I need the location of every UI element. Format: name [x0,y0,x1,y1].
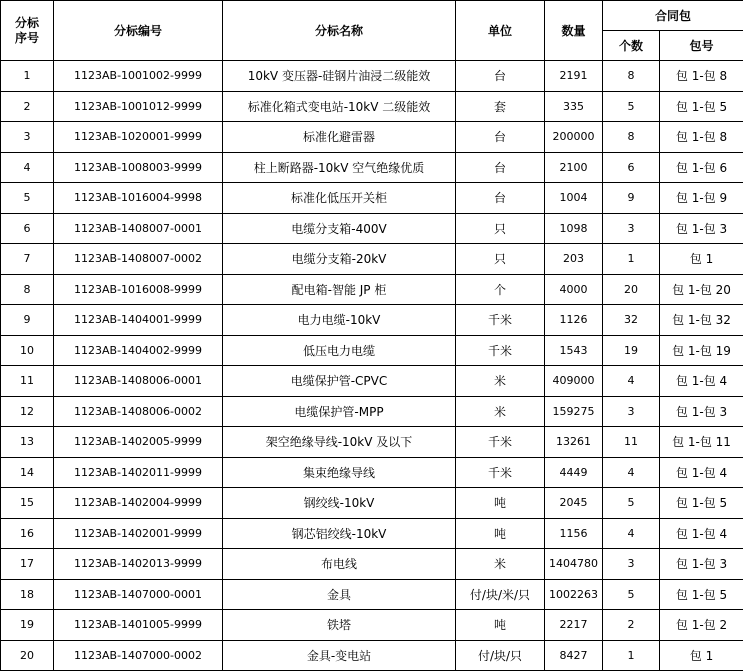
table-row [1,610,743,641]
row-unit: 只 [456,213,545,244]
row-seq: 2 [1,91,54,122]
row-unit: 付/块/只 [456,640,545,671]
table-row [1,457,743,488]
table-row [1,549,743,580]
row-seq: 19 [1,610,54,641]
row-code: 1123AB-1001012-9999 [54,91,223,122]
row-code: 1123AB-1407000-0001 [54,579,223,610]
row-name: 电缆保护管-MPP [223,396,456,427]
row-qty: 1004 [545,183,603,214]
row-code: 1123AB-1404001-9999 [54,305,223,336]
row-unit: 套 [456,91,545,122]
row-code: 1123AB-1402011-9999 [54,457,223,488]
row-count: 32 [603,305,660,336]
row-name: 电力电缆-10kV [223,305,456,336]
header-seq [1,1,54,61]
table-row [1,518,743,549]
header-name: 分标名称 [223,1,456,61]
row-qty: 4000 [545,274,603,305]
row-name: 金具-变电站 [223,640,456,671]
table-row [1,335,743,366]
table-row [1,640,743,671]
row-seq: 7 [1,244,54,275]
row-pkg: 包 1-包 8 [660,61,743,92]
row-pkg: 包 1-包 5 [660,488,743,519]
row-count: 4 [603,366,660,397]
row-unit: 千米 [456,427,545,458]
row-code: 1123AB-1020001-9999 [54,122,223,153]
row-seq: 14 [1,457,54,488]
row-count: 3 [603,396,660,427]
row-seq: 9 [1,305,54,336]
row-unit: 台 [456,183,545,214]
row-seq: 1 [1,61,54,92]
row-count: 8 [603,61,660,92]
row-qty: 1098 [545,213,603,244]
row-code: 1123AB-1408007-0001 [54,213,223,244]
row-unit: 台 [456,122,545,153]
row-seq: 10 [1,335,54,366]
row-pkg: 包 1 [660,640,743,671]
row-code: 1123AB-1402005-9999 [54,427,223,458]
header-qty: 数量 [545,1,603,61]
row-pkg: 包 1-包 3 [660,549,743,580]
row-seq: 6 [1,213,54,244]
header-pkg: 包号 [660,31,743,61]
header-contract: 合同包 [603,1,743,31]
row-seq: 12 [1,396,54,427]
table-row [1,61,743,92]
row-name: 电缆分支箱-20kV [223,244,456,275]
row-unit: 千米 [456,335,545,366]
row-seq: 16 [1,518,54,549]
row-seq: 13 [1,427,54,458]
row-name: 钢芯铝绞线-10kV [223,518,456,549]
table-row [1,366,743,397]
row-pkg: 包 1-包 5 [660,579,743,610]
row-unit: 台 [456,152,545,183]
row-pkg: 包 1-包 5 [660,91,743,122]
table-row [1,579,743,610]
row-pkg: 包 1 [660,244,743,275]
row-unit: 台 [456,61,545,92]
row-name: 标准化箱式变电站-10kV 二级能效 [223,91,456,122]
row-seq: 5 [1,183,54,214]
row-name: 配电箱-智能 JP 柜 [223,274,456,305]
row-qty: 2045 [545,488,603,519]
row-qty: 1126 [545,305,603,336]
row-qty: 200000 [545,122,603,153]
row-name: 布电线 [223,549,456,580]
row-name: 集束绝缘导线 [223,457,456,488]
row-qty: 1156 [545,518,603,549]
table-row [1,122,743,153]
row-name: 标准化避雷器 [223,122,456,153]
row-count: 3 [603,213,660,244]
row-unit: 米 [456,396,545,427]
row-seq: 18 [1,579,54,610]
row-count: 9 [603,183,660,214]
row-unit: 只 [456,244,545,275]
row-count: 8 [603,122,660,153]
row-qty: 2217 [545,610,603,641]
table-row [1,244,743,275]
row-seq: 20 [1,640,54,671]
header-seq-line1: 分标 [14,15,39,30]
row-pkg: 包 1-包 6 [660,152,743,183]
row-name: 电缆分支箱-400V [223,213,456,244]
row-qty: 1543 [545,335,603,366]
row-seq: 8 [1,274,54,305]
row-name: 柱上断路器-10kV 空气绝缘优质 [223,152,456,183]
row-count: 3 [603,549,660,580]
table-row [1,305,743,336]
header-unit: 单位 [456,1,545,61]
row-count: 5 [603,579,660,610]
row-unit: 米 [456,549,545,580]
row-code: 1123AB-1408006-0001 [54,366,223,397]
row-pkg: 包 1-包 2 [660,610,743,641]
row-code: 1123AB-1402001-9999 [54,518,223,549]
row-pkg: 包 1-包 9 [660,183,743,214]
row-code: 1123AB-1404002-9999 [54,335,223,366]
row-qty: 203 [545,244,603,275]
row-unit: 付/块/米/只 [456,579,545,610]
row-code: 1123AB-1407000-0002 [54,640,223,671]
table-row [1,396,743,427]
row-seq: 4 [1,152,54,183]
row-code: 1123AB-1008003-9999 [54,152,223,183]
row-count: 1 [603,244,660,275]
row-count: 19 [603,335,660,366]
row-pkg: 包 1-包 8 [660,122,743,153]
row-count: 5 [603,91,660,122]
row-count: 6 [603,152,660,183]
row-seq: 17 [1,549,54,580]
row-code: 1123AB-1402004-9999 [54,488,223,519]
row-pkg: 包 1-包 11 [660,427,743,458]
row-code: 1123AB-1408006-0002 [54,396,223,427]
row-seq: 11 [1,366,54,397]
row-unit: 吨 [456,610,545,641]
row-name: 标准化低压开关柜 [223,183,456,214]
row-code: 1123AB-1401005-9999 [54,610,223,641]
row-name: 电缆保护管-CPVC [223,366,456,397]
table-row [1,274,743,305]
row-name: 低压电力电缆 [223,335,456,366]
row-pkg: 包 1-包 19 [660,335,743,366]
row-pkg: 包 1-包 3 [660,213,743,244]
row-pkg: 包 1-包 3 [660,396,743,427]
row-code: 1123AB-1016004-9998 [54,183,223,214]
table-row [1,152,743,183]
row-unit: 个 [456,274,545,305]
row-pkg: 包 1-包 4 [660,518,743,549]
row-pkg: 包 1-包 4 [660,366,743,397]
row-name: 10kV 变压器-硅钢片油浸二级能效 [223,61,456,92]
row-qty: 1404780 [545,549,603,580]
row-name: 架空绝缘导线-10kV 及以下 [223,427,456,458]
row-qty: 2191 [545,61,603,92]
row-seq: 15 [1,488,54,519]
row-seq: 3 [1,122,54,153]
row-code: 1123AB-1402013-9999 [54,549,223,580]
row-pkg: 包 1-包 4 [660,457,743,488]
row-unit: 千米 [456,457,545,488]
row-count: 4 [603,457,660,488]
row-count: 2 [603,610,660,641]
table-body [1,61,743,671]
row-qty: 159275 [545,396,603,427]
header-count: 个数 [603,31,660,61]
row-qty: 8427 [545,640,603,671]
row-qty: 335 [545,91,603,122]
table-row [1,91,743,122]
row-name: 钢绞线-10kV [223,488,456,519]
header-seq-line2: 序号 [14,30,39,45]
row-code: 1123AB-1016008-9999 [54,274,223,305]
table-row [1,427,743,458]
row-count: 5 [603,488,660,519]
table-row [1,183,743,214]
row-count: 4 [603,518,660,549]
row-unit: 米 [456,366,545,397]
row-count: 1 [603,640,660,671]
row-qty: 2100 [545,152,603,183]
row-unit: 吨 [456,518,545,549]
row-qty: 4449 [545,457,603,488]
row-unit: 吨 [456,488,545,519]
row-pkg: 包 1-包 20 [660,274,743,305]
row-qty: 1002263 [545,579,603,610]
header-code: 分标编号 [54,1,223,61]
row-unit: 千米 [456,305,545,336]
row-pkg: 包 1-包 32 [660,305,743,336]
row-code: 1123AB-1001002-9999 [54,61,223,92]
row-qty: 13261 [545,427,603,458]
row-count: 11 [603,427,660,458]
row-name: 金具 [223,579,456,610]
table-row [1,213,743,244]
row-qty: 409000 [545,366,603,397]
table-row [1,488,743,519]
row-name: 铁塔 [223,610,456,641]
row-code: 1123AB-1408007-0002 [54,244,223,275]
row-count: 20 [603,274,660,305]
